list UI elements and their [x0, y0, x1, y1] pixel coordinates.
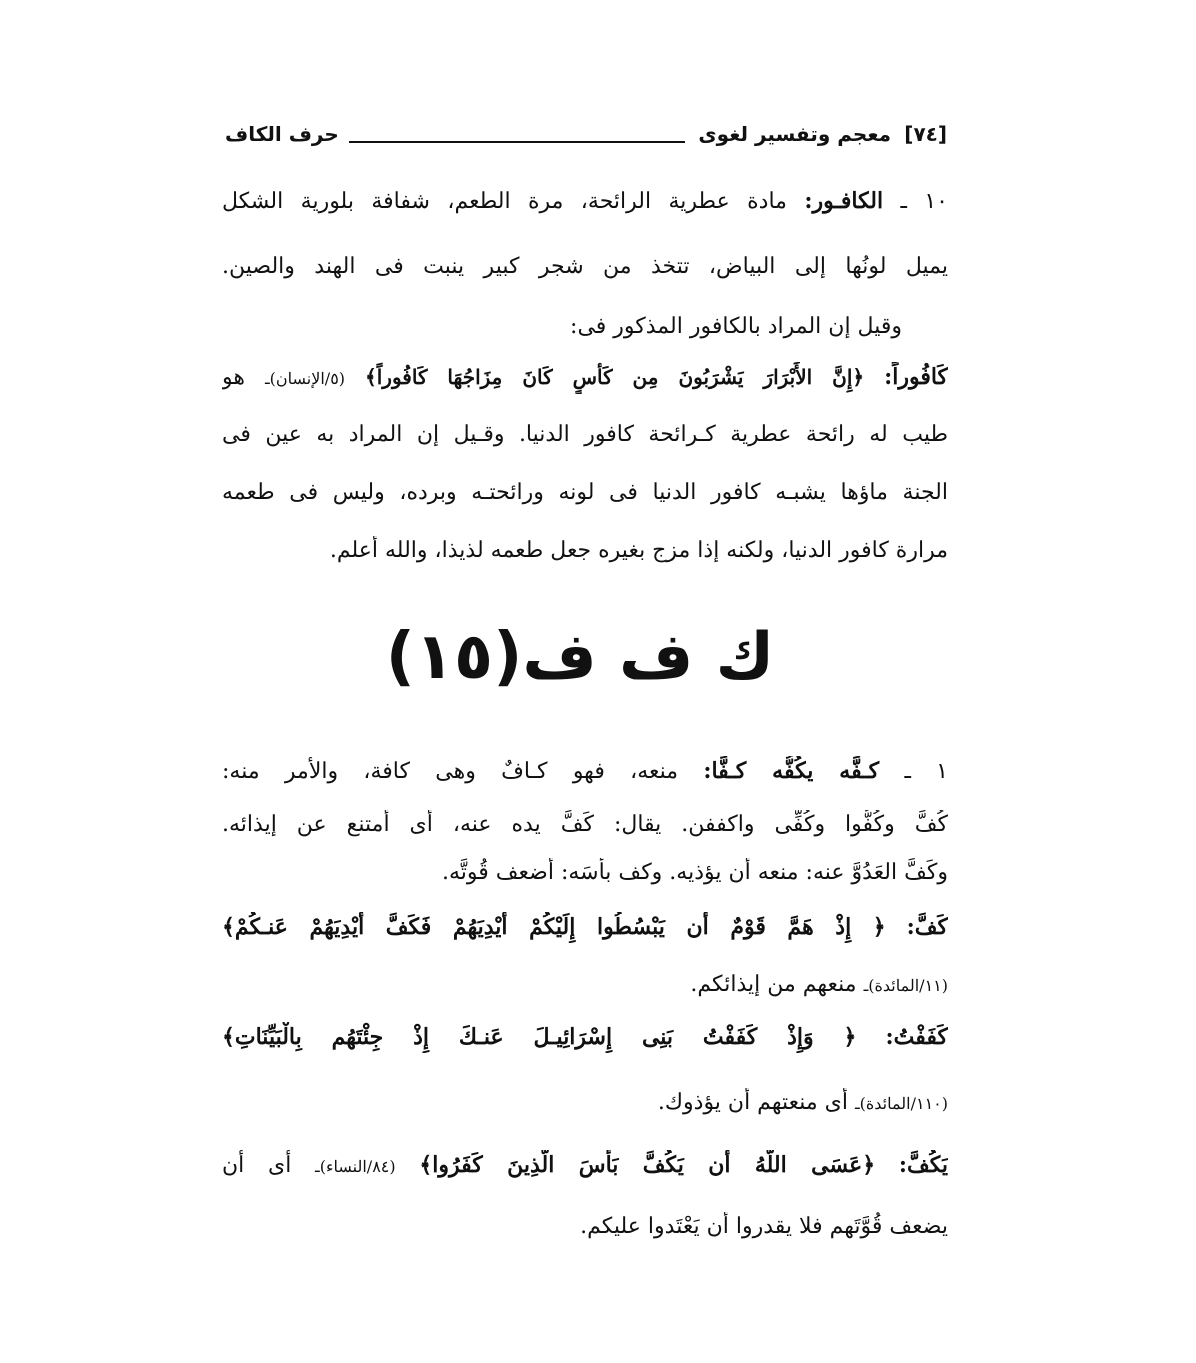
verse-reference: (١١/المائدة)ـ — [863, 976, 948, 995]
entry1-line7 — [222, 1088, 948, 1119]
entry1-line1 — [222, 756, 948, 787]
entry1-line2 — [222, 810, 948, 840]
entry-text: كُفَّ وكُفُّوا وكُفِّى واكففن. يقال: كَفَّ يده عنه، أى أمتنع عن إيذائه. — [222, 812, 948, 837]
chapter-title: حرف الكاف — [225, 122, 339, 146]
entry1-line5 — [222, 970, 948, 1001]
entry1-line6 — [222, 1022, 948, 1053]
verse-reference: (٨٤/النساء)ـ — [315, 1157, 396, 1176]
entry10-line2 — [222, 252, 948, 282]
entry10-line6 — [222, 478, 948, 508]
book-title: معجم وتفسير لغوى — [698, 122, 891, 146]
entry-text: وكَفَّ العَدُوَّ عنه: منعه أن يؤذيه. وكف بأسَه: أضعف قُوتَّه. — [442, 860, 948, 885]
entry-text: أى منعتهم أن يؤذوك. — [657, 1090, 848, 1115]
entry-text: أى أن — [222, 1153, 292, 1178]
verse-headword: كَافُوراً: — [884, 364, 948, 390]
verse-reference: (٥/الإنسان)ـ — [264, 369, 346, 388]
entry-text: منعه، فهو كـافٌ وهى كافة، والأمر منه: — [222, 759, 679, 784]
entry-text: يضعف قُوَّتَهم فلا يقدروا أن يَعْتَدوا عليكم. — [580, 1214, 948, 1239]
entry-text: طيب له رائحة عطرية كـرائحة كافور الدنيا. وقـيل إن المراد به عين فى — [222, 422, 948, 447]
entry1-line3 — [222, 858, 948, 888]
page-number: [٧٤] — [904, 122, 947, 146]
entry-text: يميل لونُها إلى البياض، تتخذ من شجر كبير ينبت فى الهند والصين. — [222, 254, 948, 279]
entry1-line4 — [222, 912, 948, 943]
entry10-line4 — [222, 362, 948, 394]
entry-text: مرارة كافور الدنيا، ولكنه إذا مزج بغيره جعل طعمه لذيذا، والله أعلم. — [329, 538, 948, 563]
entry-number: ١ ـ — [904, 759, 948, 784]
quran-verse: ﴿ وَإِذْ كَفَفْتُ بَنِى إِسْرَائِيـلَ عَنـكَ إِذْ جِئْتَهُم بِالْبَيِّنَاتِ﴾ — [222, 1024, 857, 1050]
entry-number: ١٠ ـ — [900, 189, 948, 214]
entry-text: هو — [222, 365, 245, 390]
header-rule — [349, 141, 685, 143]
quran-verse: ﴿عَسَى اللَّهُ أَن يَكُفَّ بَأْسَ الَّذِينَ كَفَرُوا﴾ — [419, 1152, 876, 1178]
entry10-line1 — [222, 186, 948, 217]
verse-headword: كَفَّ: — [906, 914, 948, 940]
entry-headword: الكافـور: — [804, 188, 884, 214]
verse-headword: كَفَفْتُ: — [885, 1024, 948, 1050]
entry10-line7 — [222, 536, 948, 566]
running-header — [225, 118, 947, 158]
root-heading: ك ف ف(١٥) — [385, 620, 775, 694]
entry-text: منعهم من إيذائكم. — [690, 972, 857, 997]
quran-verse: ﴿ إِذْ هَمَّ قَوْمٌ أَن يَبْسُطُوا إِلَيْكُمْ أَيْدِيَهُمْ فَكَفَّ أَيْدِيَهُمْ عَنـكُمْ﴾ — [222, 914, 886, 940]
entry1-line9 — [222, 1212, 948, 1242]
entry10-line5 — [222, 420, 948, 450]
entry-text: الجنة ماؤها يشبـه كافور الدنيا فى لونه ورائحتـه وبرده، وليس فى طعمه — [222, 480, 948, 505]
entry10-line3 — [222, 312, 948, 342]
entry-headword: كـفَّه يكُفُّه كـفًّا: — [703, 758, 880, 784]
entry-text: وقيل إن المراد بالكافور المذكور فى: — [570, 314, 902, 339]
verse-reference: (١١٠/المائدة)ـ — [854, 1094, 948, 1113]
verse-headword: يَكُفَّ: — [898, 1152, 948, 1178]
entry-text: مادة عطرية الرائحة، مرة الطعم، شفافة بلورية الشكل — [222, 189, 787, 214]
entry1-line8 — [222, 1150, 948, 1182]
quran-verse: ﴿إِنَّ الأَبْرَارَ يَشْرَبُونَ مِن كَأْسٍ كَانَ مِزَاجُهَا كَافُوراً﴾ — [365, 365, 865, 389]
